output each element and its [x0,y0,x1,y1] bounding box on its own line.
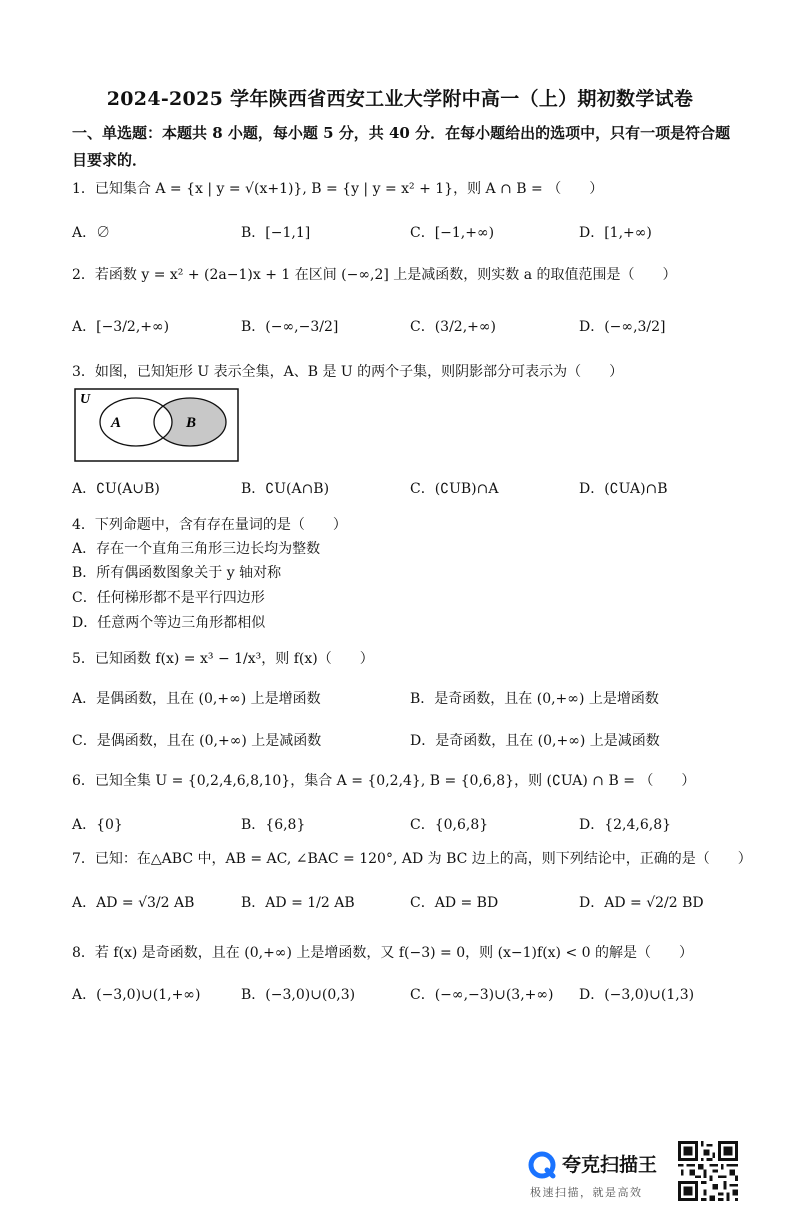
q8-option-b: B．(−3,0)∪(0,3) [241,987,356,1003]
q4-option-c: C．任何梯形都不是平行四边形 [72,590,265,606]
question-6-stem: 6．已知全集 U = {0,2,4,6,8,10}，集合 A = {0,2,4}, B = {0,6,8}，则 (∁UA) ∩ B = （ ） [72,773,696,789]
watermark-brand: 夸克扫描王 [562,1154,658,1176]
venn-label-u: U [80,392,91,407]
venn-diagram [74,388,239,462]
question-8-stem: 8．若 f(x) 是奇函数，且在 (0,+∞) 上是增函数，又 f(−3) = 0，则 (x−1)f(x) < 0 的解是（ ） [72,945,694,961]
q8-option-d: D．(−3,0)∪(1,3) [579,987,695,1003]
q6-option-b: B．{6,8} [241,817,306,833]
question-1-stem: 1．已知集合 A = {x | y = √(x+1)}, B = {y | y = x² + 1}，则 A ∩ B = （ ） [72,181,604,197]
q5-option-b: B．是奇函数，且在 (0,+∞) 上是增函数 [410,691,659,707]
q7-option-d: D．AD = √2/2 BD [579,895,704,911]
question-3-stem: 3．如图，已知矩形 U 表示全集，A、B 是 U 的两个子集，则阴影部分可表示为（ ） [72,364,624,380]
q4-option-d: D．任意两个等边三角形都相似 [72,615,266,631]
q3-option-c: C．(∁UB)∩A [410,481,499,497]
q1-option-a: A．∅ [72,225,111,241]
q8-option-a: A．(−3,0)∪(1,+∞) [72,987,201,1003]
venn-label-a: A [111,415,122,431]
q5-option-d: D．是奇函数，且在 (0,+∞) 上是减函数 [410,733,660,749]
qr-code-icon [678,1141,738,1201]
q2-option-a: A．[−3/2,+∞) [72,319,170,335]
question-4-stem: 4．下列命题中，含有存在量词的是（ ） [72,517,347,533]
q6-option-c: C．{0,6,8} [410,817,489,833]
quark-logo-icon [528,1151,556,1179]
q1-option-c: C．[−1,+∞) [410,225,495,241]
question-7-stem: 7．已知：在△ABC 中，AB = AC, ∠BAC = 120°, AD 为 BC 边上的高，则下列结论中，正确的是（ ） [72,851,752,867]
q7-option-b: B．AD = 1/2 AB [241,895,355,911]
q3-option-a: A．∁U(A∪B) [72,481,160,497]
q7-option-c: C．AD = BD [410,895,499,911]
question-2-stem: 2．若函数 y = x² + (2a−1)x + 1 在区间 (−∞,2] 上是减函数，则实数 a 的取值范围是（ ） [72,267,677,283]
exam-title: 2024-2025 学年陕西省西安工业大学附中高一（上）期初数学试卷 [106,88,694,110]
q4-option-b: B．所有偶函数图象关于 y 轴对称 [72,565,282,581]
scanner-watermark [528,1148,668,1198]
q2-option-b: B．(−∞,−3/2] [241,319,339,335]
q2-option-c: C．(3/2,+∞) [410,319,497,335]
q3-option-d: D．(∁UA)∩B [579,481,668,497]
q5-option-a: A．是偶函数，且在 (0,+∞) 上是增函数 [72,691,321,707]
venn-label-b: B [186,415,197,431]
section-heading-single-choice: 一、单选题：本题共 8 小题，每小题 5 分，共 40 分．在每小题给出的选项中，只有一项是符合题目要求的． [72,124,731,169]
q6-option-a: A．{0} [72,817,123,833]
q6-option-d: D．{2,4,6,8} [579,817,672,833]
q7-option-a: A．AD = √3/2 AB [72,895,195,911]
q8-option-c: C．(−∞,−3)∪(3,+∞) [410,987,554,1003]
question-5-stem: 5．已知函数 f(x) = x³ − 1/x³，则 f(x)（ ） [72,651,374,667]
watermark-slogan: 极速扫描，就是高效 [530,1186,643,1199]
q3-option-b: B．∁U(A∩B) [241,481,330,497]
q1-option-d: D．[1,+∞) [579,225,652,241]
q4-option-a: A．存在一个直角三角形三边长均为整数 [72,541,321,557]
q5-option-c: C．是偶函数，且在 (0,+∞) 上是减函数 [72,733,322,749]
q1-option-b: B．[−1,1] [241,225,311,241]
q2-option-d: D．(−∞,3/2] [579,319,666,335]
